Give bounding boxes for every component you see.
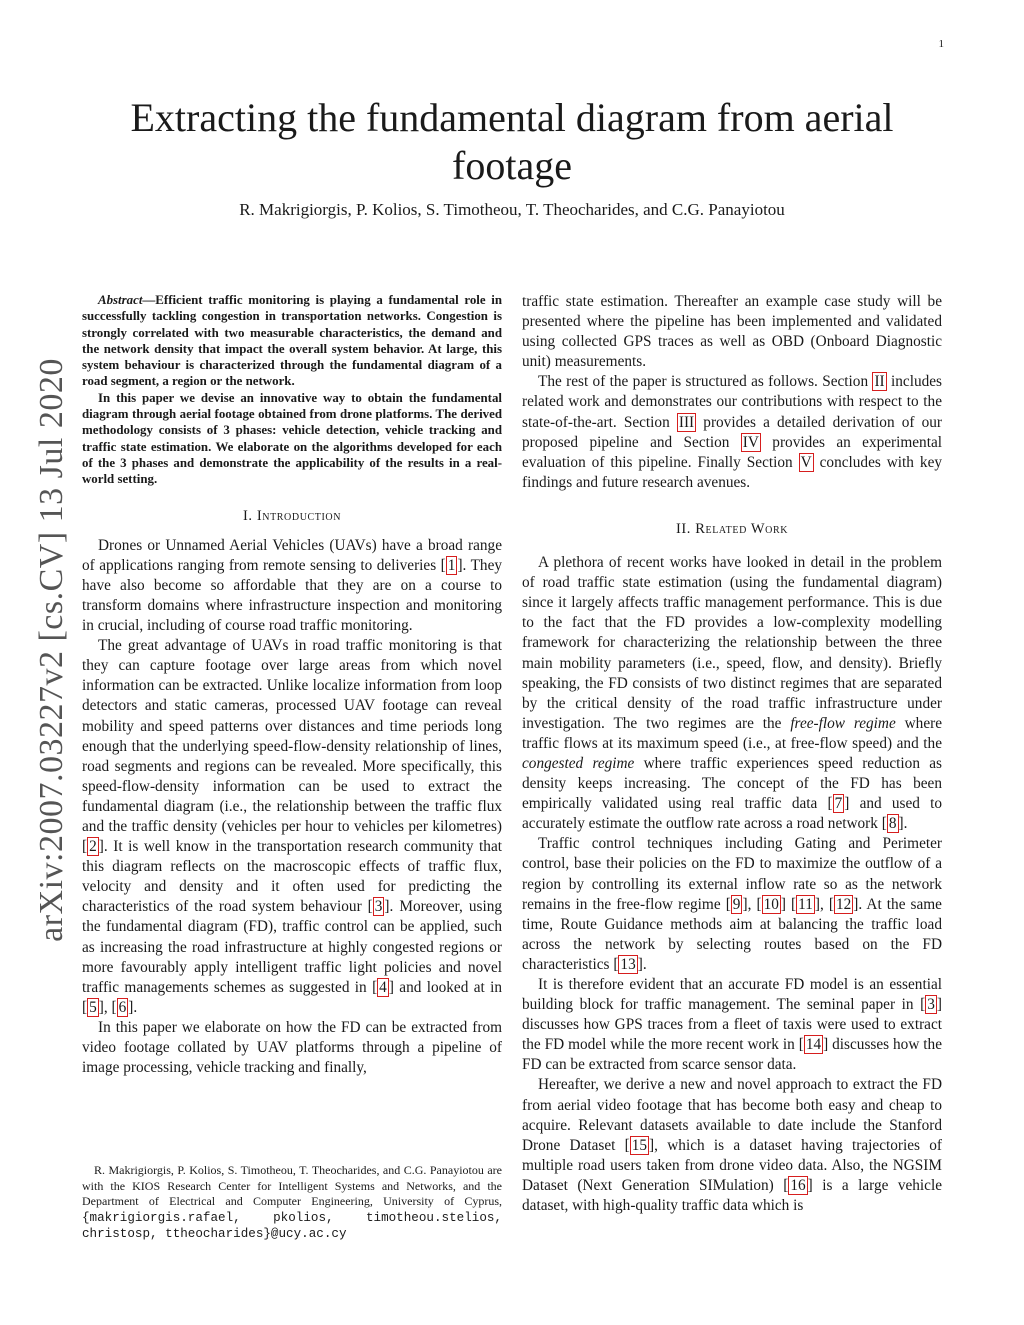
citation-link[interactable]: 1 [447, 556, 456, 574]
related-paragraph-3: It is therefore evident that an accurate FD model is an essential building block for traffic management. The seminal paper in [ 3 ] discusses how GPS traces from a fleet of taxis were used to extract the FD model while the more recent work in [ 14 ] discusses how the FD can be extracted from scarce sensor data. [522, 976, 942, 1074]
author-affiliation-footnote: R. Makrigiorgis, P. Kolios, S. Timotheou, T. Theocharides, and C.G. Panayiotou are with the KIOS Research Center for Intelligent Systems and Networks, and the Department of Electrical and Computer Engineering, University of Cyprus, {makrigiorgis.rafael, pkolios, timotheou.stelios, christosp, ttheocharides}@ucy.ac.cy [82, 1163, 502, 1242]
related-paragraph-2: Traffic control techniques including Gating and Perimeter control, base their policies on the FD to maximize the outflow of a region by controlling its external inflow rate so as the network remains in the free-flow regime [ 9 ], [ 10 ] [ 11 ], [ 12 ]. At the same time, Route Guidance methods aim at balancing the traffic load across the network by selecting routes based on the FD characteristics [ 13 ]. [522, 835, 942, 973]
right-paragraph-1: traffic state estimation. Thereafter an example case study will be presented where the pipeline has been implemented and validated using collected GPS traces as well as OBD (Onboard Diagnostic unit) measurements. [522, 293, 942, 371]
related-paragraph-4: Hereafter, we derive a new and novel approach to extract the FD from aerial video footage that has become both easy and cheap to acquire. Relevant datasets available to date include the Stanford Drone Dataset [ 15 ], which is a dataset having trajectories of multiple road users taken from drone video data. Also, the NGSIM Dataset (Next Generation SIMulation) [ 16 ] is a large vehicle dataset, with high-quality traffic data which is [522, 1076, 943, 1215]
right-paragraph-2: The rest of the paper is structured as follows. Section II includes related work and demonstrates our contributions with respect to the state-of-the-art. Section III provides a detailed derivation of our proposed pipeline and Section IV provides an experimental evaluation of this pipeline. Finally Section V concludes with key findings and future research avenues. [522, 373, 943, 491]
abstract-label: Abstract [98, 293, 143, 307]
arxiv-stamp: arXiv:2007.03227v2 [cs.CV] 13 Jul 2020 [33, 358, 70, 942]
intro-paragraph-2: The great advantage of UAVs in road traffic monitoring is that they can capture footage over large areas from which novel information can be extracted. Unlike localize information from loop detectors and static cameras, processed UAV footage can reveal mobility and speed patterns over distances and time periods long enough that the underlying speed-flow-density relationship of lines, road segments and regions can be revealed. More specifically, this speed-flow-density information can be used to extract the fundamental diagram (i.e., the relationship between the traffic flux and the traffic density (vehicles per hour to vehicles per kilometres) [ 2 ]. It is well know in the transportation research community that this diagram reflects on the macroscopic effects of traffic flux, velocity and density and it often used for predicting the characteristics of the road system behaviour [ 3 ]. Moreover, using the fundamental diagram (FD), traffic control can be applied, such as increasing the road infrastructure at highly congested regions or more favourably apply intelligent traffic light policies and novel traffic managements schemes as suggested in [ 4 ] and looked at in [ 5 ], [ 6 ]. [82, 637, 502, 1016]
citation-link[interactable]: 7 [834, 795, 843, 813]
citation-link[interactable]: 13 [620, 955, 636, 973]
section-link[interactable]: IV [742, 433, 759, 451]
citation-link[interactable]: 3 [927, 996, 935, 1014]
left-column [82, 292, 502, 1078]
citation-link[interactable]: 16 [790, 1176, 806, 1194]
intro-paragraph-3: In this paper we elaborate on how the FD can be extracted from video footage collated by UAV platforms through a pipeline of image processing, vehicle tracking and finally, [82, 1018, 502, 1077]
citation-link[interactable]: 14 [805, 1036, 822, 1054]
section-link[interactable]: II [874, 373, 885, 391]
citation-link[interactable]: 5 [89, 998, 97, 1016]
right-column [522, 292, 942, 1216]
citation-link[interactable]: 6 [118, 998, 127, 1016]
paper-title: Extracting the fundamental diagram from aerial footage [130, 95, 894, 188]
citation-link[interactable]: 11 [798, 895, 813, 913]
intro-paragraph-1: Drones or Unnamed Aerial Vehicles (UAVs) have a broad range of applications ranging from remote sensing to deliveries [ 1 ]. They have also become so affordable that they are on a course to transform domains where infrastructure inspection and monitoring in crucial, including of course road traffic monitoring. [82, 536, 503, 635]
section-link[interactable]: V [800, 453, 812, 471]
section-heading-related-work: II. Related Work [675, 520, 789, 537]
citation-link[interactable]: 3 [374, 898, 383, 916]
citation-link[interactable]: 12 [835, 895, 852, 913]
abstract-text: —Efficient traffic monitoring is playing a fundamental role in successfully tackling congestion in transportation networks. Congestion is strongly correlated with two measurable characteristics, the demand and the network density that impact the overall system behavior. At large, this system behaviour is characterized through the fundamental diagram of a road segment, a region or the network. [82, 293, 502, 389]
citation-link[interactable]: 4 [379, 978, 387, 996]
section-heading-introduction: I. Introduction [242, 507, 342, 524]
citation-link[interactable]: 10 [763, 895, 779, 913]
related-paragraph-1: A plethora of recent works have looked in detail in the problem of road traffic state estimation (using the fundamental diagram) since it largely affects traffic management performance. This is due to the fact that the FD provides a low-complexity modelling framework for characterizing the relationship between the three main mobility parameters (i.e., speed, flow, and density). Briefly speaking, the FD consists of two distinct regimes that are separated by the critical density of the road traffic infrastructure under investigation. The two regimes are the free-flow regime where traffic flows at its maximum speed (i.e., at free-flow speed) and the congested regime where traffic experiences speed reduction as density keeps increasing. The concept of the FD has been empirically validated using real traffic data [ 7 ] and used to accurately estimate the outflow rate across a road network [ 8 ]. [522, 554, 943, 833]
abstract-p1 [82, 292, 502, 390]
abstract-p2: In this paper we devise an innovative way to obtain the fundamental diagram through aerial footage obtained from drone platforms. The derived methodology consists of 3 phases: vehicle detection, vehicle tracking and traffic state estimation. We elaborate on the algorithms developed for each of the 3 phases and demonstrate the applicability of the results in a real-world setting. [82, 390, 502, 487]
page-number: 1 [938, 38, 944, 50]
author-list: R. Makrigiorgis, P. Kolios, S. Timotheou, T. Theocharides, and C.G. Panayiotou [239, 200, 785, 219]
citation-link[interactable]: 8 [888, 815, 897, 833]
section-link[interactable]: III [678, 413, 695, 431]
author-emails: {makrigiorgis.rafael, pkolios, timotheou.stelios, christosp, ttheocharides}@ucy.ac.cy [82, 1210, 502, 1242]
citation-link[interactable]: 2 [89, 838, 97, 856]
citation-link[interactable]: 9 [732, 895, 741, 913]
citation-link[interactable]: 15 [631, 1136, 648, 1154]
